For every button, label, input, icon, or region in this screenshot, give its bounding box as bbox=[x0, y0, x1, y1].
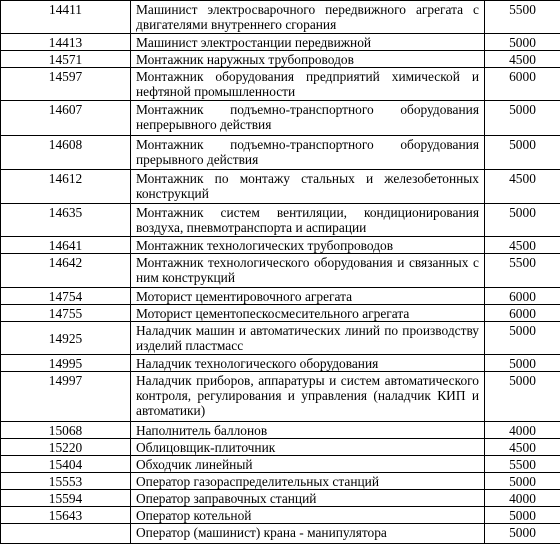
amount-cell: 4500 bbox=[485, 237, 560, 254]
amount-cell: 5000 bbox=[485, 136, 560, 170]
code-cell: 15404 bbox=[1, 456, 131, 473]
code-cell: 14635 bbox=[1, 204, 131, 237]
code-cell: 14571 bbox=[1, 51, 131, 68]
code-cell: 14755 bbox=[1, 305, 131, 322]
profession-name-cell: Монтажник подъемно-транспортного оборудования прерывного действия bbox=[131, 136, 485, 170]
profession-name-cell: Монтажник по монтажу стальных и железобетонных конструкций bbox=[131, 170, 485, 204]
code-cell: 15220 bbox=[1, 439, 131, 456]
table-row bbox=[1, 524, 560, 544]
table-row bbox=[1, 288, 560, 305]
code-cell: 14597 bbox=[1, 68, 131, 101]
code-cell: 15553 bbox=[1, 473, 131, 490]
code-cell bbox=[1, 524, 131, 544]
profession-name-cell: Оператор (машинист) крана - манипулятора bbox=[131, 524, 485, 544]
amount-cell: 5000 bbox=[485, 34, 560, 51]
table-row bbox=[1, 68, 560, 101]
code-cell: 14925 bbox=[1, 322, 131, 355]
profession-name-cell: Машинист электростанции передвижной bbox=[131, 34, 485, 51]
amount-cell: 6000 bbox=[485, 288, 560, 305]
table-row bbox=[1, 305, 560, 322]
table-row bbox=[1, 372, 560, 422]
profession-name-cell: Монтажник оборудования предприятий химической и нефтяной промышленности bbox=[131, 68, 485, 101]
table-row bbox=[1, 473, 560, 490]
profession-name-cell: Монтажник технологических трубопроводов bbox=[131, 237, 485, 254]
code-cell: 14995 bbox=[1, 355, 131, 372]
code-cell: 14411 bbox=[1, 1, 131, 34]
table-row bbox=[1, 439, 560, 456]
amount-cell: 5500 bbox=[485, 254, 560, 288]
profession-name-cell: Наладчик технологического оборудования bbox=[131, 355, 485, 372]
profession-name-cell: Монтажник систем вентиляции, кондиционирования воздуха, пневмотранспорта и аспирации bbox=[131, 204, 485, 237]
amount-cell: 5000 bbox=[485, 322, 560, 355]
profession-name-cell: Монтажник подъемно-транспортного оборудования непрерывного действия bbox=[131, 101, 485, 136]
table-row bbox=[1, 322, 560, 355]
table-row bbox=[1, 136, 560, 170]
profession-name-cell: Облицовщик-плиточник bbox=[131, 439, 485, 456]
profession-name-cell: Наладчик приборов, аппаратуры и систем автоматического контроля, регулирования и управления (наладчик КИП и автоматики) bbox=[131, 372, 485, 422]
amount-cell: 5000 bbox=[485, 101, 560, 136]
profession-name-cell: Монтажник технологического оборудования и связанных с ним конструкций bbox=[131, 254, 485, 288]
code-cell: 14642 bbox=[1, 254, 131, 288]
amount-cell: 6000 bbox=[485, 68, 560, 101]
table-row bbox=[1, 422, 560, 439]
amount-cell: 4000 bbox=[485, 422, 560, 439]
table-row bbox=[1, 170, 560, 204]
amount-cell: 5500 bbox=[485, 1, 560, 34]
table-row bbox=[1, 34, 560, 51]
amount-cell: 5500 bbox=[485, 456, 560, 473]
table-row bbox=[1, 355, 560, 372]
code-cell: 14413 bbox=[1, 34, 131, 51]
code-cell: 14997 bbox=[1, 372, 131, 422]
table-row bbox=[1, 204, 560, 237]
profession-name-cell: Оператор газораспределительных станций bbox=[131, 473, 485, 490]
profession-name-cell: Наладчик машин и автоматических линий по производству изделий пластмасс bbox=[131, 322, 485, 355]
table-row bbox=[1, 490, 560, 507]
table-row bbox=[1, 101, 560, 136]
amount-cell: 5000 bbox=[485, 524, 560, 544]
table-row bbox=[1, 507, 560, 524]
amount-cell: 5000 bbox=[485, 355, 560, 372]
code-cell: 14607 bbox=[1, 101, 131, 136]
table-body bbox=[1, 1, 560, 544]
table-row bbox=[1, 51, 560, 68]
amount-cell: 6000 bbox=[485, 305, 560, 322]
amount-cell: 4500 bbox=[485, 439, 560, 456]
code-cell: 14612 bbox=[1, 170, 131, 204]
code-cell: 15068 bbox=[1, 422, 131, 439]
profession-name-cell: Машинист электросварочного передвижного агрегата с двигателями внутреннего сгорания bbox=[131, 1, 485, 34]
code-cell: 14608 bbox=[1, 136, 131, 170]
amount-cell: 5000 bbox=[485, 372, 560, 422]
profession-name-cell: Наполнитель баллонов bbox=[131, 422, 485, 439]
profession-name-cell: Оператор заправочных станций bbox=[131, 490, 485, 507]
code-cell: 14754 bbox=[1, 288, 131, 305]
amount-cell: 5000 bbox=[485, 507, 560, 524]
amount-cell: 4500 bbox=[485, 170, 560, 204]
table-row bbox=[1, 1, 560, 34]
amount-cell: 5000 bbox=[485, 473, 560, 490]
profession-name-cell: Монтажник наружных трубопроводов bbox=[131, 51, 485, 68]
profession-name-cell: Моторист цементировочного агрегата bbox=[131, 288, 485, 305]
amount-cell: 4000 bbox=[485, 490, 560, 507]
code-cell: 14641 bbox=[1, 237, 131, 254]
table-row bbox=[1, 456, 560, 473]
code-cell: 15643 bbox=[1, 507, 131, 524]
table-row bbox=[1, 254, 560, 288]
profession-name-cell: Обходчик линейный bbox=[131, 456, 485, 473]
profession-name-cell: Моторист цементопескосмесительного агрегата bbox=[131, 305, 485, 322]
code-cell: 15594 bbox=[1, 490, 131, 507]
amount-cell: 5000 bbox=[485, 204, 560, 237]
amount-cell: 4500 bbox=[485, 51, 560, 68]
table-row bbox=[1, 237, 560, 254]
profession-name-cell: Оператор котельной bbox=[131, 507, 485, 524]
